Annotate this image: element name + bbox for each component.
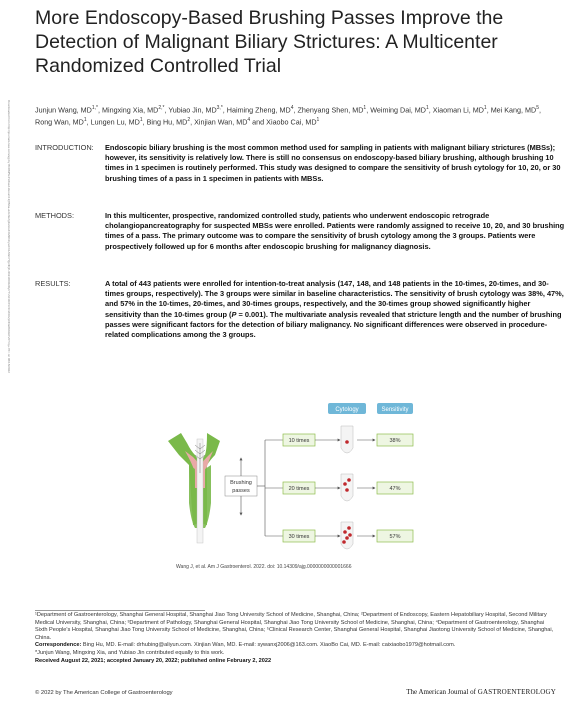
- affiliation-mark: 1: [483, 105, 487, 111]
- author-name: Bing Hu, MD: [146, 117, 188, 127]
- group-rows: [265, 426, 413, 549]
- journal-name: [406, 688, 556, 696]
- affiliation-mark: 2,*: [158, 105, 165, 111]
- visual-abstract-diagram: [165, 403, 415, 573]
- cytology-cell: [347, 478, 351, 482]
- author-name: Rong Wan, MD: [35, 117, 84, 127]
- cytology-cell: [345, 488, 349, 492]
- journal-title: GASTROENTEROLOGY: [477, 688, 556, 696]
- received-dates: Received August 22, 2021; accepted January 20, 2022; published online February 2, 2022: [35, 657, 272, 664]
- figure-caption: Wang J, et al. Am J Gastroenterol. 2022. doi: 10.14309/ajg.0000000000001666: [176, 564, 352, 570]
- group-label: 30 times: [288, 534, 310, 540]
- equal-contribution-note: *Junjun Wang, Mingxing Xia, and Yubiao Jin contributed equally to this work.: [35, 649, 225, 656]
- affiliation-mark: 1: [363, 105, 367, 111]
- bile-duct-illustration: [168, 433, 220, 543]
- cytology-cell: [347, 526, 351, 530]
- author-name: Mingxing Xia, MD: [101, 105, 159, 115]
- author-list: Junjun Wang, $MD^{1,*}$, Mingxing Xia, $MD^{2,*}$, Yubiao Jin, $MD^{3,*}$, Haiming Zheng, $MD^4$, Zhenyang Shen, $MD^1$, Weiming Dai, $MD^1$, Xiaoman Li, $MD^1$, Mei Kang, $MD^5$, Rong Wan, $MD^1$, Lungen Lu, $MD^1$, Bing Hu, $MD^2$, Xinjian Wan, $MD^4$ and Xiaobo Cai, $MD^1$: [35, 105, 542, 127]
- sensitivity-value: 38%: [389, 438, 401, 444]
- affiliation-mark: 4: [290, 105, 294, 111]
- correspondence-text: Bing Hu, MD. E-mail: drhubing@aliyun.com. Xinjian Wan, MD. E-mail: sywanxj2006@163.com. XiaoBo Cai, MD. E-mail: caixiaobo1979@hotmail.com.: [82, 642, 456, 649]
- sensitivity-value: 57%: [389, 534, 401, 540]
- correspondence: [35, 642, 557, 650]
- download-watermark-text: Downloaded from http://journals.lww.com/ajg by BhDMf5ePHKav1zEoum1tQfN4a+kJLhEZgbsIHo4XMi0hCywCX1AWnYQp/IlQrHD3i3D0OdRyi7TvSFl4Cf3VC4/OAVpDDa8KKGKV0Ymy+78= on 08/18/2022: [7, 100, 11, 373]
- cytology-cell: [345, 536, 349, 540]
- affiliations-text: ¹Department of Gastroenterology, Shanghai General Hospital, Shanghai Jiao Tong University School of Medicine, Shanghai, China; ²Department of Endoscopy, Eastern Hepatobiliary Hospital, Second Military Medical University, Shanghai, China; ³Department of Pathology, Shanghai General Hospital, Shanghai Jiao Tong University School of Medicine, Shanghai, China; ⁴Department of Gastroenterology, Shanghai Sixth People's Hospital, Shanghai Jiao Tong University School of Medicine, Shanghai, China; ⁵Clinical Research Center, Shanghai General Hospital, Shanghai Jiaotong University School of Medicine, Shanghai, China.: [35, 612, 554, 641]
- correspondence-label: Correspondence:: [35, 642, 82, 649]
- brushing-label-2: passes: [232, 488, 250, 494]
- section-text: In this multicenter, prospective, randomized controlled study, patients who underwent endoscopic retrograde cholangiopancreatography for suspected MBSs were enrolled. Patients were randomly assigned to receive 10, 20, and 30 brushing times of a pass. The primary outcome was to compare the sensitivity of brush cytology among the 3 groups. Patients were prospectively followed up for 6 months after endoscopic brushing for malignancy diagnosis.: [105, 211, 565, 251]
- footnotes: [35, 612, 557, 665]
- author-name: Junjun Wang, MD: [35, 105, 92, 115]
- affiliation-mark: 1: [316, 117, 320, 124]
- affiliation-mark: 1: [425, 105, 429, 111]
- affiliation-mark: 1: [139, 117, 143, 124]
- specimen-tube: [341, 426, 353, 453]
- affiliation-mark: 5: [536, 105, 540, 111]
- affiliation-mark: 3,*: [216, 105, 223, 111]
- cytology-cell: [348, 533, 352, 537]
- footnote-rule: [35, 610, 205, 611]
- article-title: More Endoscopy-Based Brushing Passes Improve the Detection of Malignant Biliary Strictures: A Multicenter Randomized Controlled Trial: [35, 7, 504, 77]
- download-watermark: [3, 100, 11, 520]
- group-label: 10 times: [288, 438, 310, 444]
- author-name: Xiaoman Li, MD: [432, 105, 484, 115]
- affiliation-mark: 1: [83, 117, 87, 124]
- section-text: A total of 443 patients were enrolled for intention-to-treat analysis (147, 148, and 148 patients in the 10-times, 20-times, and 30-times groups, respectively). The 3 groups were similar in baseline characteristics. The sensitivity of brush cytology was 38%, 47%, and 57% in the 10-times, 20-times, and 30-times groups, respectively, and the 30-times group showed significantly higher sensitivity than the 10-times group (P = 0.001). The multivariate analysis revealed that stricture length and the number of brushing passes were significant factors for the detection of biliary malignancy. No significant differences were observed in procedure-related complications among the 3 groups.: [105, 279, 564, 340]
- specimen-tube: [341, 474, 353, 501]
- brushing-label-1: Brushing: [230, 480, 252, 486]
- section-label: METHODS:: [35, 211, 75, 220]
- author-name: Weiming Dai, MD: [370, 105, 426, 115]
- group-label: 20 times: [288, 486, 310, 492]
- sensitivity-header-label: Sensitivity: [381, 407, 409, 413]
- copyright-notice: © 2022 by The American College of Gastroenterology: [35, 690, 173, 696]
- author-name: Lungen Lu, MD: [90, 117, 140, 127]
- cytology-cell: [342, 540, 346, 544]
- section-label: INTRODUCTION:: [35, 143, 94, 152]
- section-text: Endoscopic biliary brushing is the most common method used for sampling in patients with malignant biliary strictures (MBSs); however, its sensitivity is relatively low. There is still no consensus on endoscopy-based biliary brushing, although brushing 10 times in 1 specimen is routinely performed. This study was designed to compare the sensitivity of brush cytology for 10, 20, or 30 brushing times of a pass in 1 specimen in patients with MBSs.: [105, 143, 561, 183]
- sensitivity-value: 47%: [389, 486, 401, 492]
- journal-prefix: The American Journal of: [406, 688, 476, 696]
- author-name: Xiaobo Cai, MD: [266, 117, 317, 127]
- cytology-cell: [343, 482, 347, 486]
- author-name: Xinjian Wan, MD: [194, 117, 248, 127]
- author-name: Haiming Zheng, MD: [226, 105, 291, 115]
- author-name: Yubiao Jin, MD: [168, 105, 217, 115]
- cytology-cell: [345, 440, 349, 444]
- section-label: RESULTS:: [35, 279, 71, 288]
- affiliation-mark: 1,*: [91, 105, 98, 111]
- cytology-cell: [343, 530, 347, 534]
- author-name: Zhenyang Shen, MD: [297, 105, 364, 115]
- cytology-header-label: Cytology: [335, 407, 359, 413]
- author-name: Mei Kang, MD: [490, 105, 537, 115]
- affiliation-mark: 4: [247, 117, 251, 124]
- affiliation-mark: 2: [187, 117, 191, 124]
